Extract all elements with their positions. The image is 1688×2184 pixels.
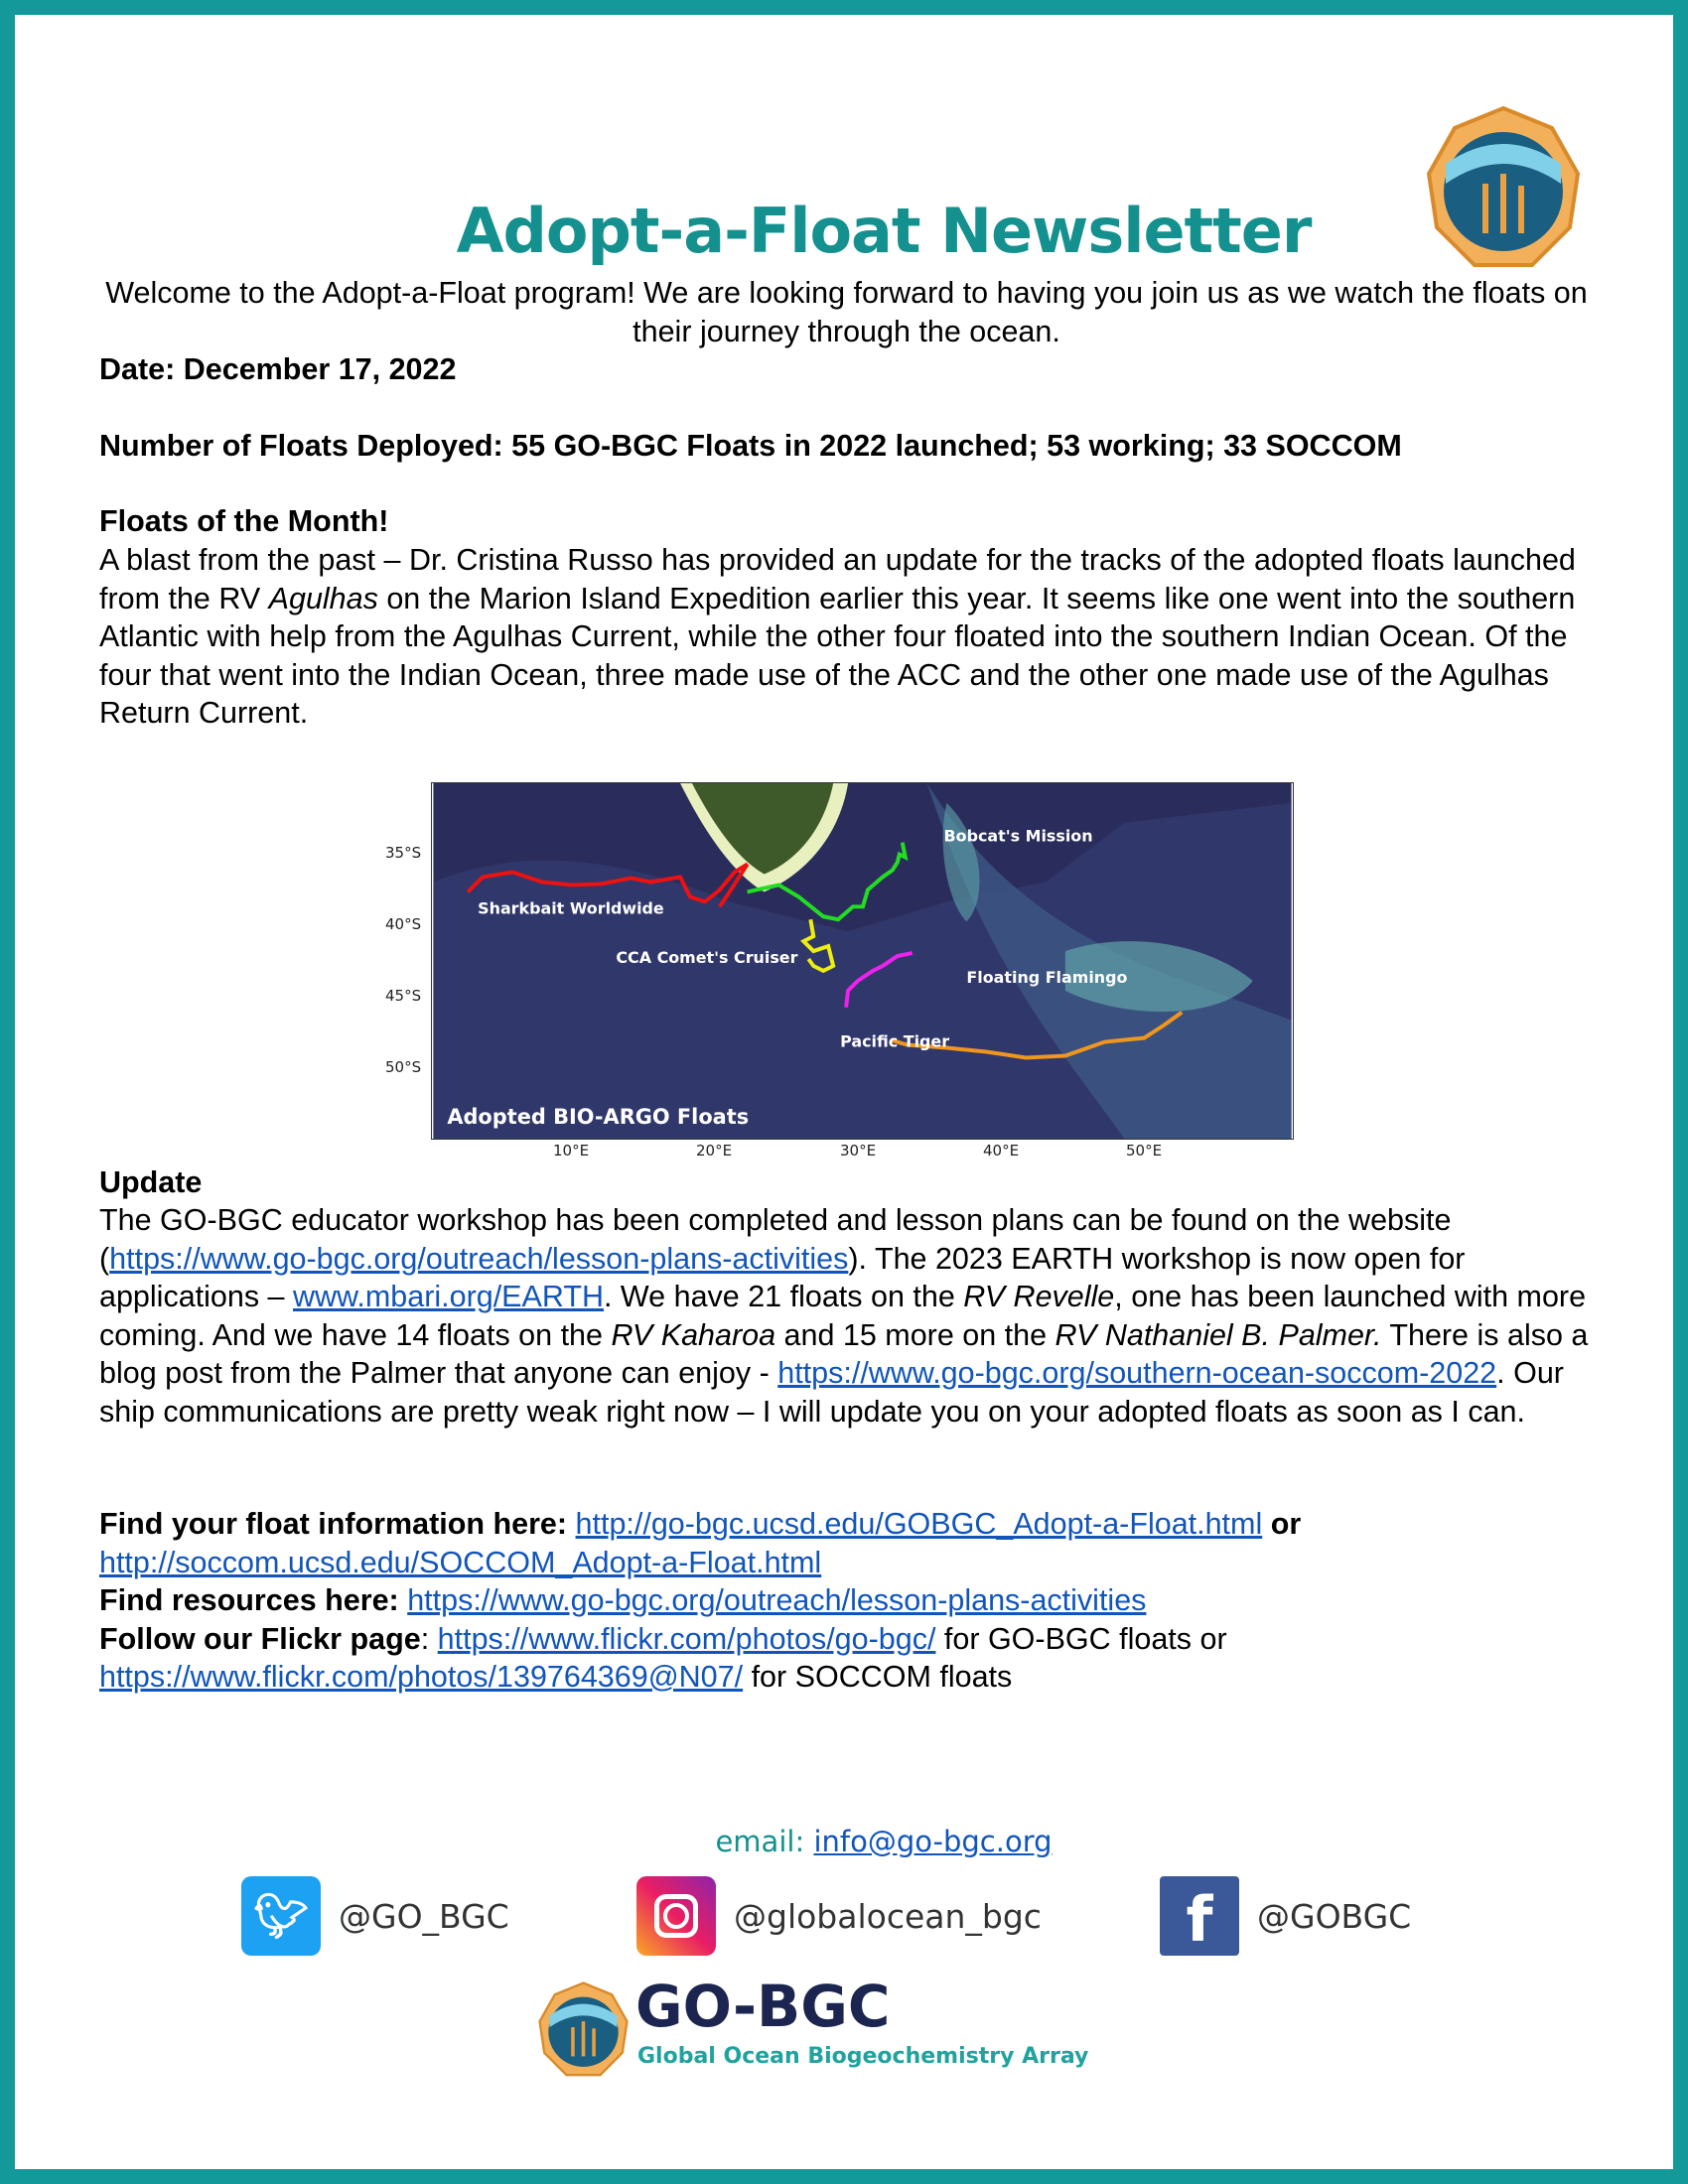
- flickr-label: Follow our Flickr page: [99, 1621, 421, 1656]
- lon-tick: 20°E: [696, 1142, 733, 1160]
- twitter-icon: 🐦︎: [241, 1876, 321, 1956]
- email-label: email:: [715, 1825, 814, 1858]
- update-heading: Update: [99, 1165, 203, 1199]
- text: on the Marion Island Expedition earlier this year. It seems like one went into the southern Atlantic with help from the Agulhas Current, while the other four floated into the southern Indian Ocean. Of the four that went into the Indian Ocean, three made use of the ACC and the other one made use of the Agulhas Return Current.: [99, 581, 1576, 730]
- update-text: [99, 1201, 1594, 1431]
- lon-tick: 30°E: [840, 1142, 877, 1160]
- twitter-handle[interactable]: [241, 1876, 509, 1956]
- instagram-text: @globalocean_bgc: [734, 1896, 1042, 1936]
- lon-tick: 40°E: [983, 1142, 1020, 1160]
- go-bgc-logo-icon: [536, 1980, 631, 2080]
- intro-text: Welcome to the Adopt-a-Float program! We are looking forward to having you join us as we watch the floats on their journey through the ocean.: [105, 276, 1588, 348]
- ship-name: RV Kaharoa: [611, 1317, 776, 1352]
- text: A blast from the past – Dr. Cristina Russo has provided an update for the tracks of the adopted floats launched from the RV: [99, 543, 1576, 615]
- facebook-text: @GOBGC: [1257, 1896, 1412, 1936]
- ship-name: RV Nathaniel B. Palmer.: [1055, 1317, 1382, 1352]
- links-section: [99, 1505, 1594, 1697]
- lat-tick: 35°S: [385, 844, 422, 862]
- or-text: or: [1262, 1507, 1302, 1541]
- track-label-sharkbait: Sharkbait Worldwide: [478, 898, 664, 918]
- floats-deployed: Number of Floats Deployed: 55 GO-BGC Floats in 2022 launched; 53 working; 33 SOCCOM: [99, 429, 1402, 463]
- text: for GO-BGC floats or: [935, 1621, 1227, 1656]
- ship-name: Agulhas: [268, 581, 378, 615]
- track-label-flamingo: Floating Flamingo: [966, 967, 1128, 987]
- text: ). The 2023 EARTH workshop is now open for applications –: [99, 1241, 1466, 1313]
- page-title: Adopt-a-Float Newsletter: [456, 195, 1312, 267]
- find-float-label: Find your float information here:: [99, 1507, 568, 1541]
- text: The GO-BGC educator workshop has been completed and lesson plans can be found on the website (: [99, 1203, 1452, 1276]
- text: There is also a blog post from the Palmer that anyone can enjoy -: [99, 1317, 1589, 1390]
- lon-tick: 50°E: [1126, 1142, 1163, 1160]
- instagram-icon: [636, 1876, 716, 1956]
- date: Date: December 17, 2022: [99, 352, 457, 386]
- lat-tick: 40°S: [385, 915, 422, 933]
- earth-workshop-link[interactable]: www.mbari.org/EARTH: [293, 1280, 604, 1313]
- email-link[interactable]: info@go-bgc.org: [813, 1825, 1053, 1858]
- flickr-soccom-link[interactable]: https://www.flickr.com/photos/139764369@N07/: [99, 1660, 744, 1694]
- email-line: [0, 1825, 1688, 1858]
- track-label-tiger: Pacific Tiger: [840, 1031, 950, 1051]
- resources-link[interactable]: https://www.go-bgc.org/outreach/lesson-plans-activities: [407, 1583, 1147, 1617]
- resources-label: Find resources here:: [99, 1583, 399, 1617]
- lat-tick: 45°S: [385, 987, 422, 1005]
- floats-of-month-heading: Floats of the Month!: [99, 504, 389, 538]
- text: . We have 21 floats on the: [603, 1280, 964, 1313]
- lat-tick: 50°S: [385, 1058, 422, 1076]
- go-bgc-footer-logo: [536, 1973, 1152, 2080]
- flickr-gobgc-link[interactable]: https://www.flickr.com/photos/go-bgc/: [437, 1621, 936, 1656]
- ship-name: RV Revelle: [963, 1280, 1115, 1313]
- blog-post-link[interactable]: https://www.go-bgc.org/southern-ocean-soccom-2022: [777, 1356, 1497, 1390]
- text: :: [420, 1621, 430, 1656]
- lon-tick: 10°E: [553, 1142, 590, 1160]
- track-label-comet: CCA Comet's Cruiser: [616, 947, 798, 967]
- twitter-text: @GO_BGC: [339, 1896, 509, 1936]
- lesson-plans-link[interactable]: https://www.go-bgc.org/outreach/lesson-plans-activities: [109, 1241, 849, 1276]
- facebook-handle[interactable]: [1160, 1876, 1411, 1956]
- text: and 15 more on the: [775, 1317, 1055, 1352]
- soccom-adopt-link[interactable]: http://soccom.ucsd.edu/SOCCOM_Adopt-a-Float.html: [99, 1545, 822, 1579]
- float-tracks-map: [385, 782, 1294, 1160]
- instagram-handle[interactable]: [636, 1876, 1042, 1956]
- gobgc-adopt-link[interactable]: http://go-bgc.ucsd.edu/GOBGC_Adopt-a-Float.html: [575, 1507, 1263, 1541]
- logo-name: GO-BGC: [635, 1973, 891, 2040]
- text: . Our ship communications are pretty weak right now – I will update you on your adopted floats as soon as I can.: [99, 1356, 1564, 1429]
- text: , one has been launched with more coming. And we have 14 floats on the: [99, 1280, 1587, 1352]
- floats-of-month-text: [99, 541, 1594, 733]
- text: for SOCCOM floats: [743, 1660, 1013, 1694]
- facebook-icon: f: [1160, 1876, 1239, 1956]
- map-title: Adopted BIO-ARGO Floats: [447, 1105, 750, 1130]
- logo-subtitle: Global Ocean Biogeochemistry Array: [637, 2044, 1089, 2069]
- track-label-bobcat: Bobcat's Mission: [943, 826, 1093, 846]
